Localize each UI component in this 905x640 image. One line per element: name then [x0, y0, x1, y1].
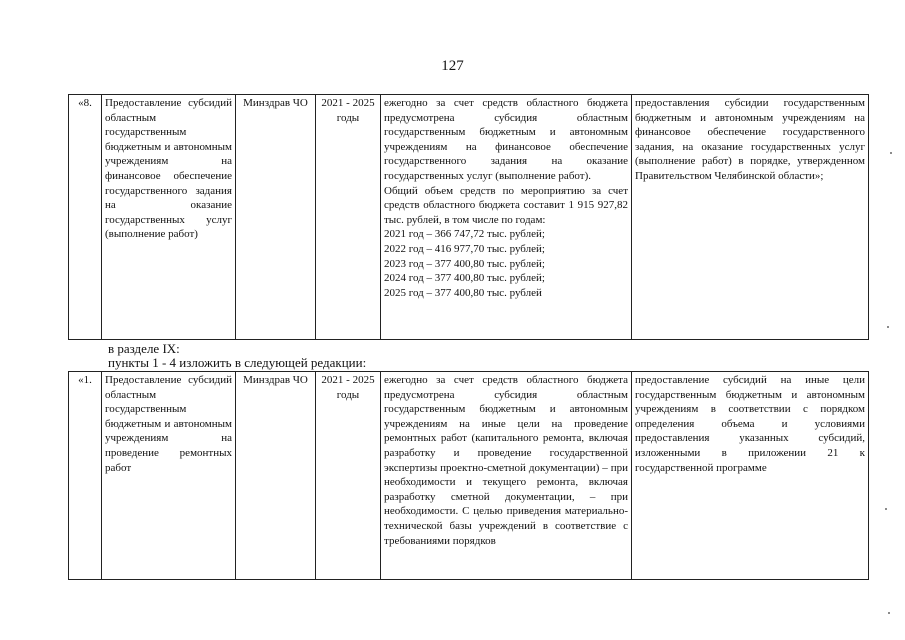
measure-name: Предоставление субсидий областным государственным бюджетным и автономным учреждениям на проведение ремонтных работ [102, 372, 236, 580]
row-number: «8. [69, 95, 102, 340]
measures-table-section-9 [68, 371, 869, 580]
year-line: 2021 год – 366 747,72 тыс. рублей; [384, 228, 545, 241]
section-note: в разделе IX: [108, 341, 180, 356]
measures-table-section-8 [68, 94, 869, 340]
executor: Минздрав ЧО [236, 372, 316, 580]
period: 2021 - 2025 годы [316, 372, 381, 580]
procedure: предоставление субсидий на иные цели государственным бюджетным и автономным учреждениям в соответствии с порядком определения объема и условиями предоставления указанных субсидий, изложенными в приложении 21 к государственной программе [632, 372, 869, 580]
financing-text: ежегодно за счет средств областного бюджета предусмотрена субсидия областным государственным бюджетным и автономным учреждениям на иные цели на проведение ремонтных работ (капитального ремонта, включая разработку и проведение государственной экспертизы проектно-сметной документации) – при необходимости и текущего ремонта, включая разработку сметной документации, – при необходимости. С целью приведения материально-технической базы учреждений в соответствие с требованиями порядков [381, 372, 632, 580]
scan-speck [888, 612, 890, 614]
year-line: 2023 год – 377 400,80 тыс. рублей; [384, 257, 545, 270]
scan-speck [885, 508, 887, 510]
row-number: «1. [69, 372, 102, 580]
scan-speck [887, 326, 889, 328]
financing-total: Общий объем средств по мероприятию за счет средств областного бюджета составит 1 915 927,82 тыс. рублей, в том числе по годам: [384, 184, 628, 226]
page-number: 127 [441, 58, 464, 74]
financing-cell [381, 95, 632, 340]
year-line: 2022 год – 416 977,70 тыс. рублей; [384, 242, 545, 255]
table-row [69, 372, 869, 580]
instruction-note: пункты 1 - 4 изложить в следующей редакции: [108, 355, 367, 370]
table-row [69, 95, 869, 340]
scan-speck [890, 152, 892, 154]
year-line: 2025 год – 377 400,80 тыс. рублей [384, 286, 542, 299]
executor: Минздрав ЧО [236, 95, 316, 340]
period: 2021 - 2025 годы [316, 95, 381, 340]
procedure: предоставления субсидии государственным бюджетным и автономным учреждениям на финансовое обеспечение государственного задания, на оказание государственных услуг (выполнение работ) в порядке, утвержденном Правительством Челябинской области»; [632, 95, 869, 340]
year-line: 2024 год – 377 400,80 тыс. рублей; [384, 272, 545, 285]
measure-name: Предоставление субсидий областным государственным бюджетным и автономным учреждениям на финансовое обеспечение государственного задания на оказание государственных услуг (выполнение работ) [102, 95, 236, 340]
financing-text: ежегодно за счет средств областного бюджета предусмотрена субсидия областным государственным бюджетным и автономным учреждениям на финансовое обеспечение государственного задания на оказание государственных услуг (выполнение работ). [384, 97, 628, 182]
